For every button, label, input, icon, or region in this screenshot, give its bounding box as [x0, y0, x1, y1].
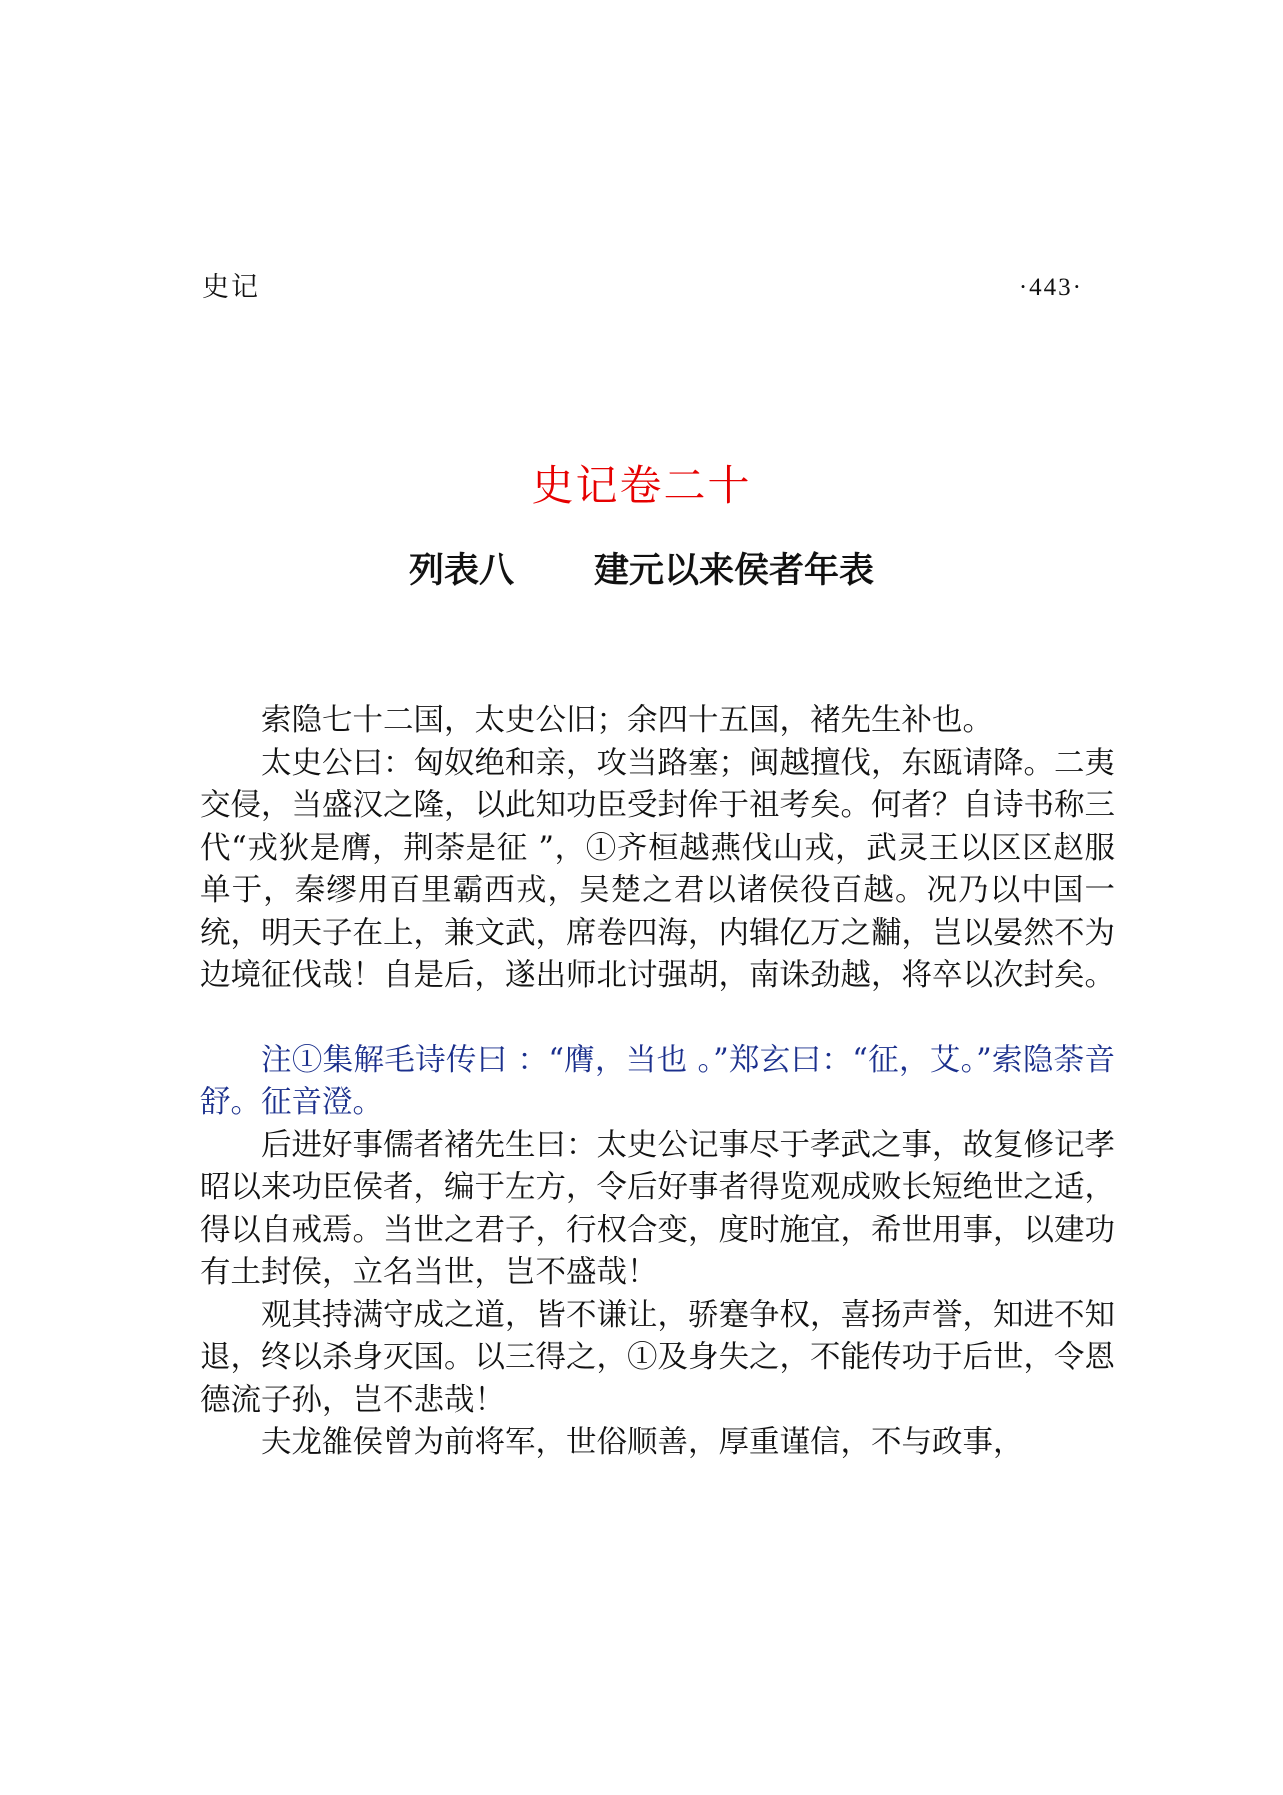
chapter-title [0, 547, 1283, 595]
running-head-book: 史记 [202, 272, 260, 303]
paragraph: 索隐七十二国，太史公旧；余四十五国，褚先生补也。 [261, 703, 993, 738]
body-text [200, 700, 1115, 1465]
footnote: 注①集解毛诗传曰 ：“膺，当也 。”郑玄曰：“征，艾。”索隐荼音舒。征音澄。 [200, 1042, 1115, 1120]
page-number: ·443· [1018, 274, 1083, 301]
paragraph: 观其持满守成之道，皆不谦让，骄蹇争权，喜扬声誉，知进不知退，终以杀身灭国。以三得之，①及身失之，不能传功于后世，令恩德流子孙，岂不悲哉！ [200, 1297, 1115, 1418]
paragraph: 夫龙雒侯曾为前将军，世俗顺善，厚重谨信，不与政事， [261, 1425, 1024, 1460]
paragraph: 后进好事儒者褚先生曰：太史公记事尽于孝武之事，故复修记孝昭以来功臣侯者，编于左方，令后好事者得览观成败长短绝世之适，得以自戒焉。当世之君子，行权合变，度时施宜，希世用事，以建功有土封侯，立名当世，岂不盛哉！ [200, 1127, 1115, 1290]
volume-title: 史记卷二十 [531, 461, 752, 510]
chapter-name: 建元以来侯者年表 [594, 551, 875, 591]
chapter-series: 列表八 [408, 551, 514, 591]
paragraph: 太史公曰：匈奴绝和亲，攻当路塞；闽越擅伐，东瓯请降。二夷交侵，当盛汉之隆，以此知功臣受封侔于祖考矣。何者？自诗书称三代“戎狄是膺，荆荼是征 ”，①齐桓越燕伐山戎，武灵王以区区赵服单于，秦缪用百里霸西戎，吴楚之君以诸侯役百越。况乃以中国一统，明天子在上，兼文武，席卷四海，内辑亿万之黼，岂以晏然不为边境征伐哉！自是后，遂出师北讨强胡，南诛劲越，将卒以次封矣。 [200, 745, 1115, 993]
